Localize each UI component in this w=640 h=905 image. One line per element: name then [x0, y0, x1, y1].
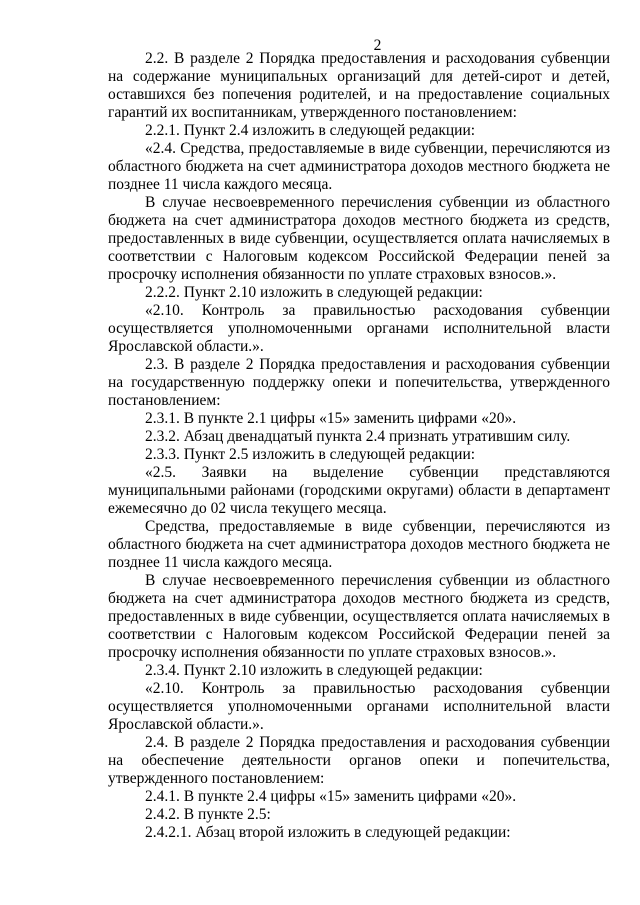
- paragraph: 2.3. В разделе 2 Порядка предоставления и расходования субвенции на государственную поддержку опеки и попечительства, утвержденного постановлением:: [108, 356, 610, 409]
- paragraph: 2.2.1. Пункт 2.4 изложить в следующей редакции:: [145, 122, 476, 139]
- paragraph: «2.10. Контроль за правильностью расходования субвенции осуществляется уполномоченными органами исполнительной власти Ярославской области.».: [108, 302, 610, 355]
- paragraph: «2.5. Заявки на выделение субвенции представляются муниципальными районами (городскими округами) области в департамент ежемесячно до 02 числа текущего месяца.: [108, 464, 610, 517]
- page-number: 2: [373, 37, 382, 54]
- paragraph: 2.4.2.1. Абзац второй изложить в следующей редакции:: [145, 824, 511, 841]
- paragraph: 2.3.2. Абзац двенадцатый пункта 2.4 признать утратившим силу.: [145, 428, 571, 445]
- paragraph: 2.4. В разделе 2 Порядка предоставления и расходования субвенции на обеспечение деятельности органов опеки и попечительства, утвержденного постановлением:: [108, 734, 610, 787]
- paragraph: Средства, предоставляемые в виде субвенции, перечисляются из областного бюджета на счет администратора доходов местного бюджета не позднее 11 числа каждого месяца.: [108, 518, 610, 571]
- paragraph: 2.2. В разделе 2 Порядка предоставления и расходования субвенции на содержание муниципальных организаций для детей-сирот и детей, оставшихся без попечения родителей, и на предоставление социальных гарантий их воспитанникам, утвержденного постановлением:: [108, 50, 610, 121]
- paragraph: 2.4.1. В пункте 2.4 цифры «15» заменить цифрами «20».: [145, 788, 517, 805]
- paragraph: 2.4.2. В пункте 2.5:: [145, 806, 271, 823]
- paragraph: «2.4. Средства, предоставляемые в виде субвенции, перечисляются из областного бюджета на счет администратора доходов местного бюджета не позднее 11 числа каждого месяца.: [108, 140, 610, 193]
- document-body: [108, 50, 610, 842]
- paragraph: «2.10. Контроль за правильностью расходования субвенции осуществляется уполномоченными органами исполнительной власти Ярославской области.».: [108, 680, 610, 733]
- paragraph: 2.3.4. Пункт 2.10 изложить в следующей редакции:: [145, 662, 483, 679]
- paragraph: В случае несвоевременного перечисления субвенции из областного бюджета на счет администратора доходов местного бюджета из средств, предоставленных в виде субвенции, осуществляется оплата начисляемых в соответствии с Налоговым кодексом Российской Федерации пеней за просрочку исполнения обязанности по уплате страховых взносов.».: [108, 194, 610, 283]
- paragraph: В случае несвоевременного перечисления субвенции из областного бюджета на счет администратора доходов местного бюджета из средств, предоставленных в виде субвенции, осуществляется оплата начисляемых в соответствии с Налоговым кодексом Российской Федерации пеней за просрочку исполнения обязанности по уплате страховых взносов.».: [108, 572, 610, 661]
- paragraph: 2.3.1. В пункте 2.1 цифры «15» заменить цифрами «20».: [145, 410, 517, 427]
- paragraph: 2.2.2. Пункт 2.10 изложить в следующей редакции:: [145, 284, 483, 301]
- paragraph: 2.3.3. Пункт 2.5 изложить в следующей редакции:: [145, 446, 476, 463]
